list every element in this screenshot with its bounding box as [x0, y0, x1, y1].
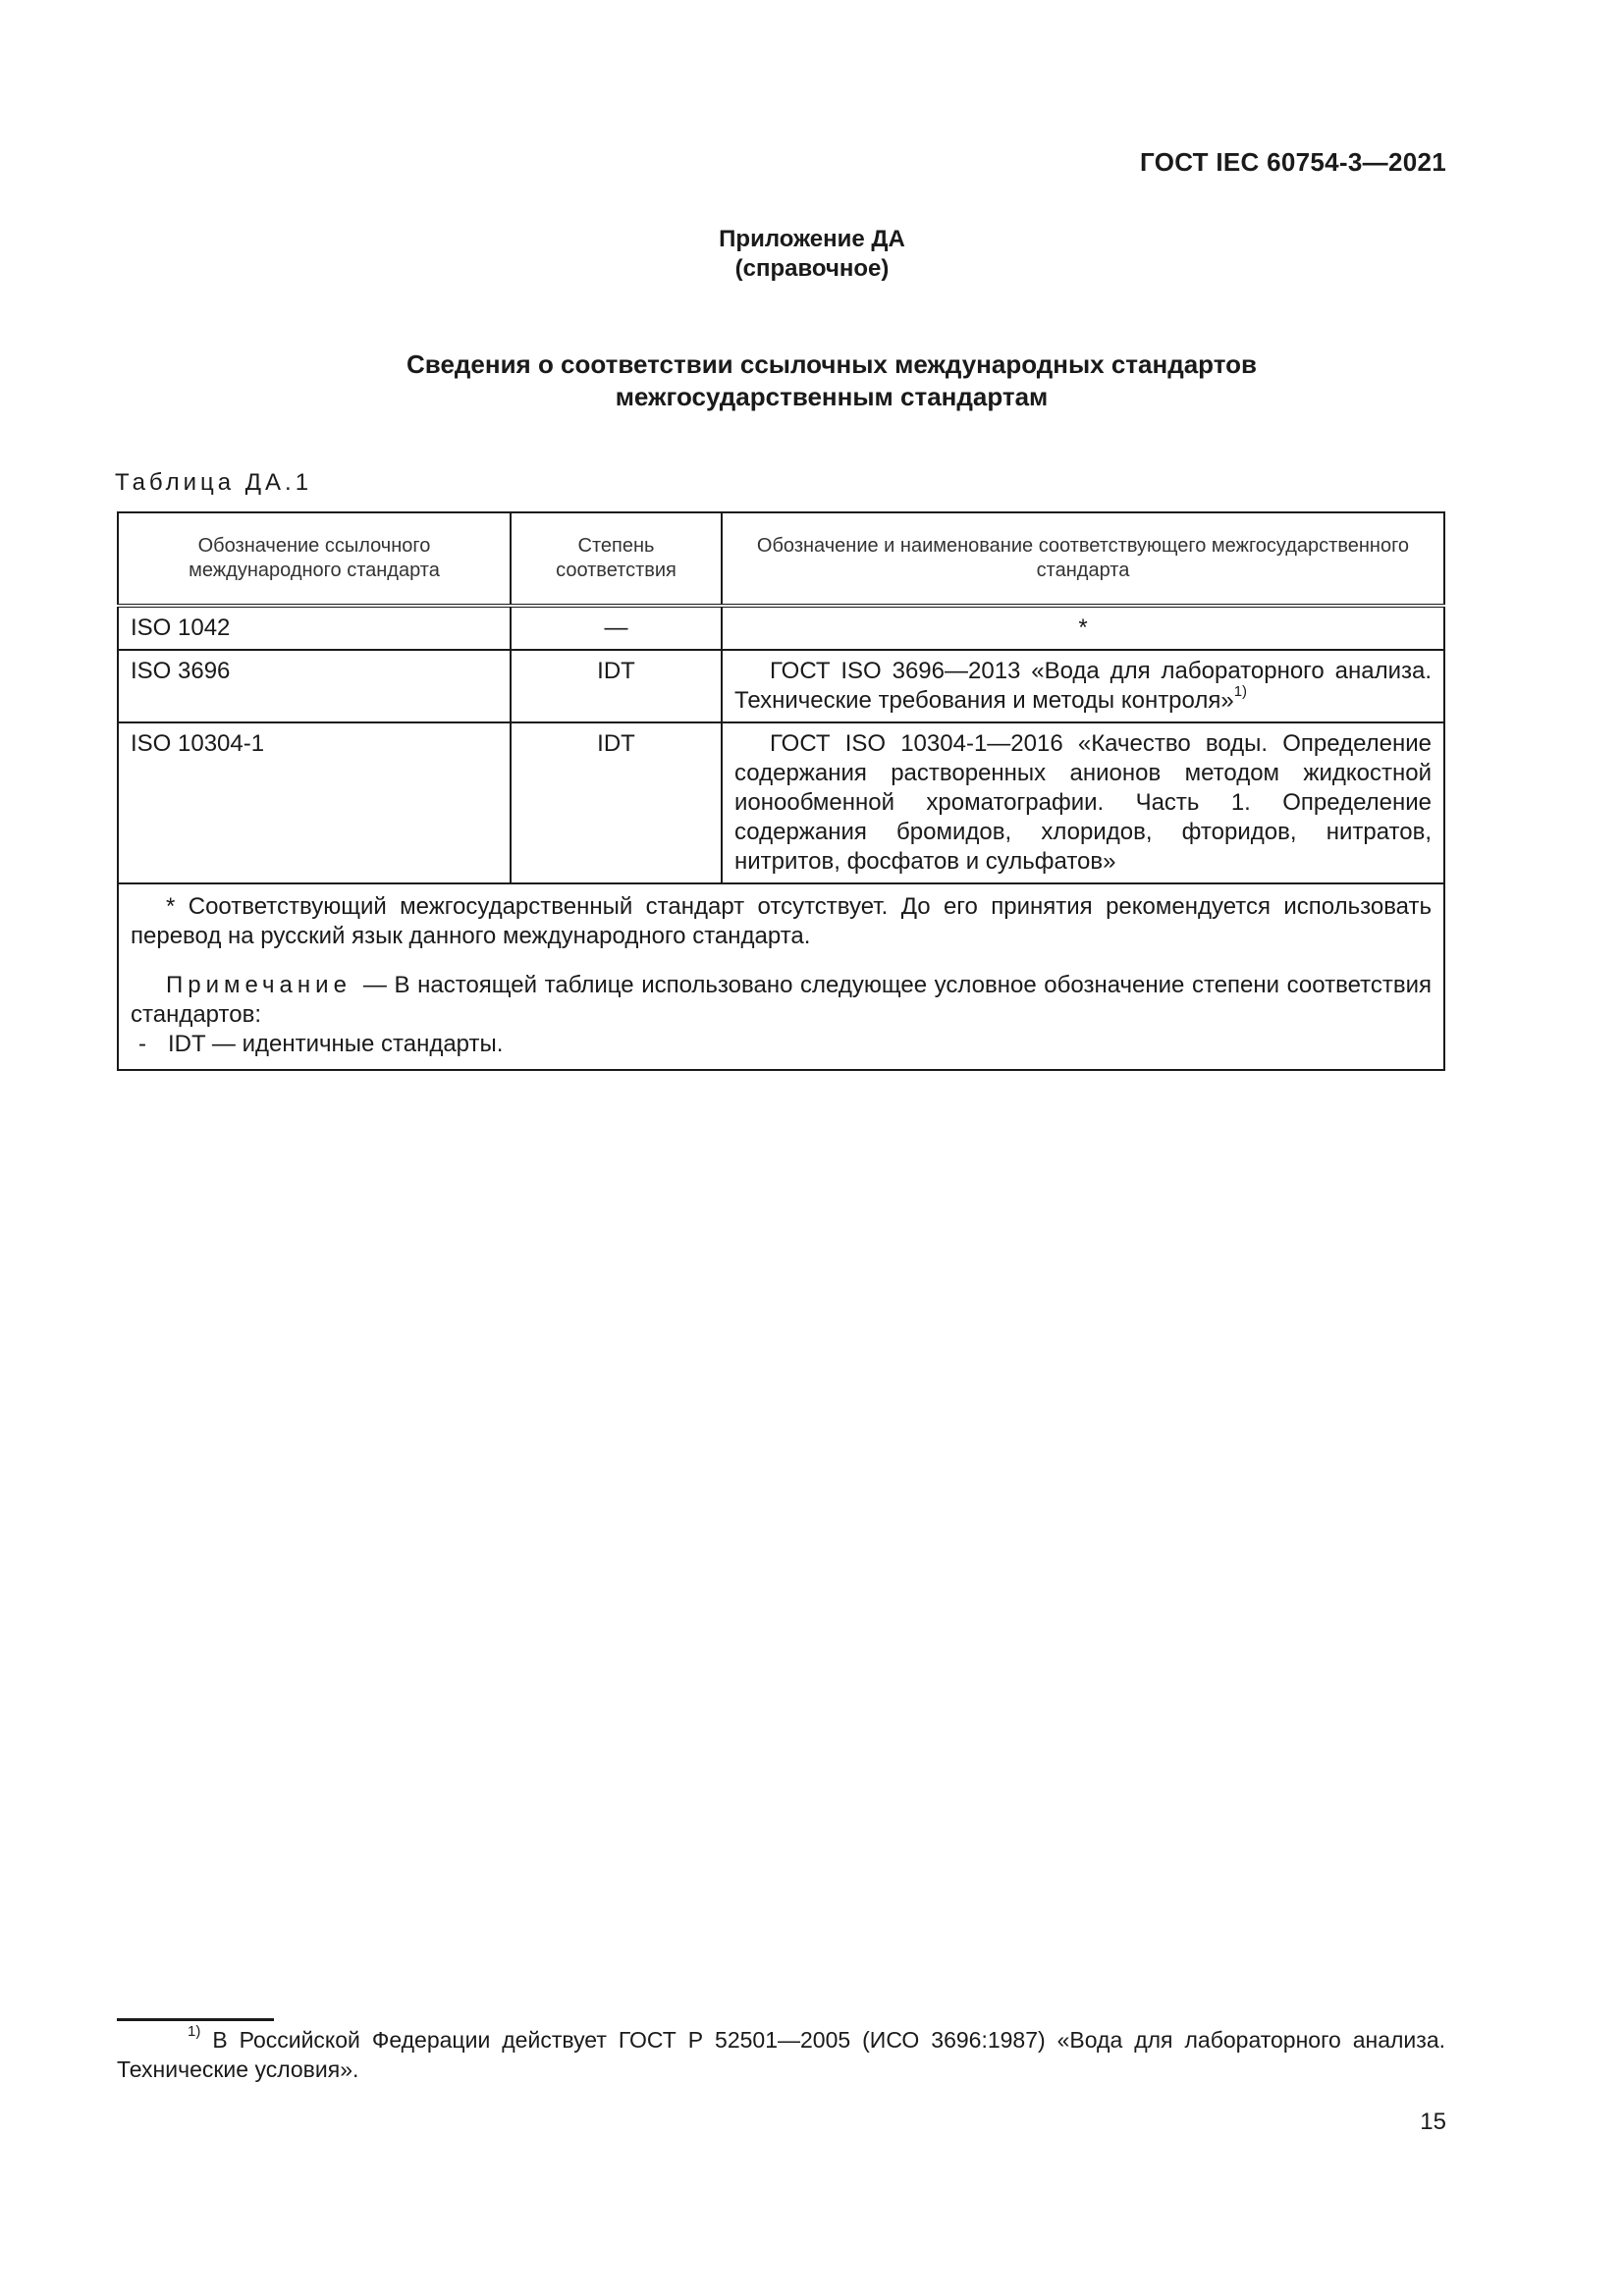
national-standard-text: ГОСТ ISO 3696—2013 «Вода для лабораторного анализа. Технические требования и методы контроля»: [734, 658, 1432, 714]
annex-title: Приложение ДА: [719, 226, 905, 252]
note-list-text: IDT — идентичные стандарты.: [168, 1031, 504, 1057]
annex-status: (справочное): [734, 255, 890, 282]
cell-degree: —: [511, 606, 722, 650]
footnote-divider: [117, 2018, 274, 2021]
page-number: 15: [1420, 2109, 1446, 2135]
table-notes-row: [118, 883, 1444, 1070]
note-list-dash: -: [138, 1031, 146, 1057]
table-row: [118, 606, 1444, 650]
note-text: — В настоящей таблице использовано следующее условное обозначение степени соответствия стандартов:: [131, 972, 1432, 1028]
cell-intl-standard: ISO 1042: [118, 606, 511, 650]
cell-degree: IDT: [511, 722, 722, 883]
section-heading-line2: межгосударственным стандартам: [615, 382, 1049, 411]
header-intl-standard: Обозначение ссылочного международного стандарта: [118, 512, 511, 606]
table-notes: [118, 883, 1444, 1070]
table-header-row: [118, 512, 1444, 606]
table-caption: Таблица ДА.1: [115, 469, 313, 496]
cell-national-standard: *: [722, 606, 1444, 650]
note-label: Примечание: [166, 972, 352, 998]
header-national-standard: Обозначение и наименование соответствующего межгосударственного стандарта: [722, 512, 1444, 606]
asterisk-note: * Соответствующий межгосударственный стандарт отсутствует. До его принятия рекомендуется использовать перевод на русский язык данного международного стандарта.: [131, 893, 1432, 949]
header-degree: Степень соответствия: [511, 512, 722, 606]
cell-national-standard: ГОСТ ISO 10304-1—2016 «Качество воды. Определение содержания растворенных анионов методом жидкостной ионообменной хроматографии. Часть 1. Определение содержания бромидов, хлоридов, фторидов, нитратов, нитритов, фосфатов и сульфатов»: [722, 722, 1444, 883]
cell-national-standard: [722, 650, 1444, 722]
footnote-text: В Российской Федерации действует ГОСТ Р 52501—2005 (ИСО 3696:1987) «Вода для лабораторного анализа. Технические условия».: [117, 2027, 1446, 2082]
section-heading: [0, 348, 1624, 413]
note: [131, 971, 1432, 1030]
table-row: [118, 722, 1444, 883]
annex-header: [0, 225, 1624, 284]
footnote-number: 1): [188, 2023, 201, 2040]
note-list-item: [131, 1030, 1432, 1059]
footnote-marker: 1): [1233, 683, 1248, 700]
footnote: [117, 2025, 1445, 2084]
cell-degree: IDT: [511, 650, 722, 722]
document-code: ГОСТ IEC 60754-3—2021: [1140, 147, 1446, 177]
section-heading-line1: Сведения о соответствии ссылочных международных стандартов: [406, 349, 1257, 379]
reference-standards-table: [117, 511, 1445, 1071]
cell-intl-standard: ISO 10304-1: [118, 722, 511, 883]
table-row: [118, 650, 1444, 722]
cell-intl-standard: ISO 3696: [118, 650, 511, 722]
